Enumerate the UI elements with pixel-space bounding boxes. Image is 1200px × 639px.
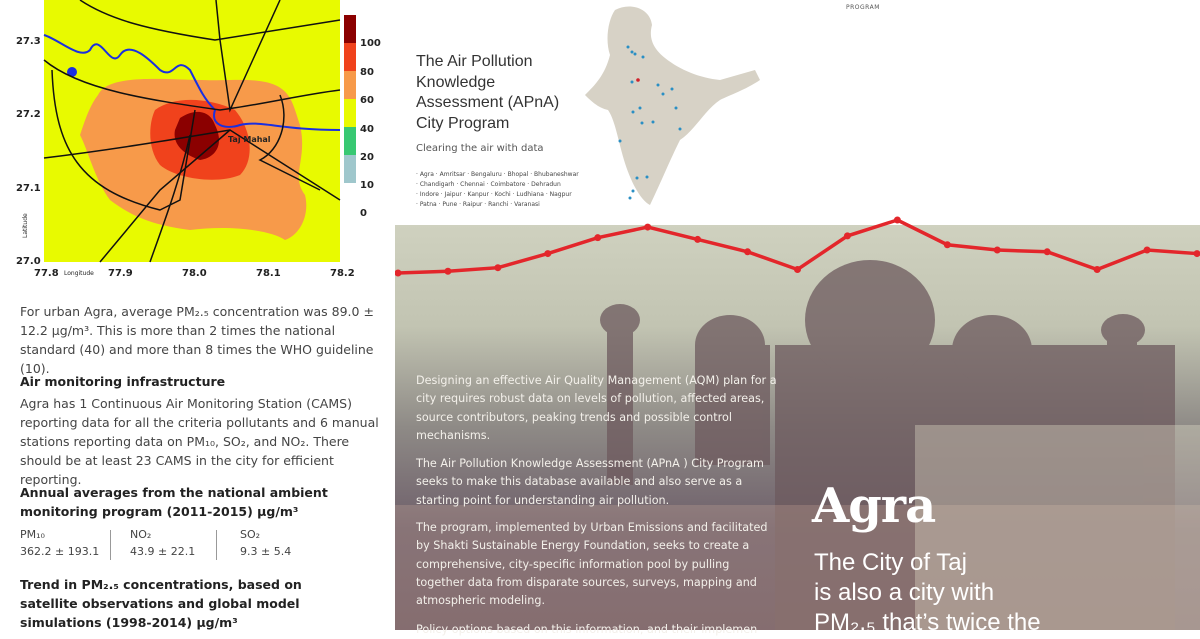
- infra-text: Agra has 1 Continuous Air Monitoring Station (CAMS) reporting data for all the criteria pollutants and 6 manual stations reporting data on PM₁₀, SO₂, and NO₂. There should be at least 23 CAMS in the city for efficient reporting.: [20, 394, 380, 489]
- city-subtitle: [814, 548, 1041, 638]
- trend-point-1999: [444, 268, 451, 275]
- trend-point-2004: [694, 236, 701, 243]
- map-graphic: [0, 0, 390, 290]
- stat-no2: [130, 526, 195, 560]
- tagline: Clearing the air with data: [416, 143, 544, 154]
- agra-marker: [636, 78, 640, 82]
- legend-label: 60: [360, 95, 374, 106]
- y-tick: 27.2: [16, 109, 41, 120]
- stat-name: NO₂: [130, 526, 195, 543]
- stat-value: 9.3 ± 5.4: [240, 543, 291, 560]
- y-axis-label: Latitude: [22, 213, 29, 238]
- divider: [110, 530, 111, 560]
- title-line: Knowledge: [416, 73, 559, 94]
- photo-paragraph: The Air Pollution Knowledge Assessment (APnA ) City Program seeks to make this database available and also serve as a starting point for understanding air pollution.: [416, 455, 781, 510]
- x-tick: 77.9: [108, 268, 133, 279]
- stat-value: 43.9 ± 22.1: [130, 543, 195, 560]
- trend-point-1998: [395, 270, 402, 277]
- y-tick: 27.0: [16, 256, 41, 267]
- stat-name: PM₁₀: [20, 526, 99, 543]
- legend-label: 100: [360, 38, 381, 49]
- city-title: Agra: [812, 478, 935, 534]
- trend-point-2002: [594, 234, 601, 241]
- city-line: · Agra · Amritsar · Bengaluru · Bhopal · Bhubaneshwar: [416, 170, 606, 180]
- photo-paragraph: Policy options based on this information, and their implemen: [416, 621, 781, 639]
- stat-name: SO₂: [240, 526, 291, 543]
- y-tick: 27.1: [16, 183, 41, 194]
- trend-point-2007: [844, 232, 851, 239]
- trend-point-2011: [1044, 248, 1051, 255]
- title-line: Assessment (APnA): [416, 93, 559, 114]
- trend-point-2000: [494, 264, 501, 271]
- stat-value: 362.2 ± 193.1: [20, 543, 99, 560]
- left-panel: [0, 0, 395, 630]
- legend-label: 10: [360, 180, 374, 191]
- city-line: · Chandigarh · Chennai · Coimbatore · Dehradun: [416, 180, 606, 190]
- stat-pm10: [20, 526, 99, 560]
- x-axis-label: Longitude: [64, 270, 94, 277]
- legend-label: 20: [360, 152, 374, 163]
- annual-heading: Annual averages from the national ambient monitoring program (2011-2015) µg/m³: [20, 483, 360, 521]
- photo-paragraph: Designing an effective Air Quality Management (AQM) plan for a city requires robust data on levels of pollution, affected areas, source contributors, peaking trends and possible control mechanisms.: [416, 372, 781, 445]
- city-line: · Indore · Jaipur · Kanpur · Kochi · Ludhiana · Nagpur: [416, 190, 606, 200]
- legend-label: 0: [360, 208, 367, 219]
- trend-point-2006: [794, 266, 801, 273]
- trend-series-line: [398, 220, 1197, 273]
- legend-label: 40: [360, 124, 374, 135]
- subtitle-line: PM₂.₅ that’s twice the: [814, 608, 1041, 638]
- city-line: · Patna · Pune · Raipur · Ranchi · Varanasi: [416, 200, 606, 210]
- logo-subtitle: PROGRAM: [846, 4, 880, 11]
- trend-point-2005: [744, 248, 751, 255]
- program-title: [416, 52, 559, 134]
- pm25-trend-line: [395, 200, 1200, 290]
- subtitle-line: is also a city with: [814, 578, 1041, 608]
- divider: [216, 530, 217, 560]
- trend-point-2008: [894, 217, 901, 224]
- trend-point-2013: [1144, 247, 1151, 254]
- india-map-icon: [580, 0, 780, 215]
- title-line: The Air Pollution: [416, 52, 559, 73]
- pm25-concentration-map: [0, 0, 390, 290]
- legend-label: 80: [360, 67, 374, 78]
- photo-paragraph: The program, implemented by Urban Emissions and facilitated by Shakti Sustainable Energy Foundation, seeks to create a comprehensive, city-specific information pool by pulling together data from disparate sources, surveys, mapping and atmospheric modeling.: [416, 519, 781, 610]
- trend-point-2001: [544, 250, 551, 257]
- trend-heading: Trend in PM₂.₅ concentrations, based on satellite observations and global model simulations (1998-2014) µg/m³: [20, 575, 320, 632]
- intro-text: For urban Agra, average PM₂.₅ concentration was 89.0 ± 12.2 µg/m³. This is more than 2 times the national standard (40) and more than 8 times the WHO guideline (10).: [20, 302, 380, 378]
- infra-heading: Air monitoring infrastructure: [20, 372, 380, 391]
- stat-so2: [240, 526, 291, 560]
- trend-point-2014: [1194, 250, 1200, 257]
- title-line: City Program: [416, 114, 559, 135]
- map-landmark-label: Taj Mahal: [228, 135, 271, 144]
- trend-point-2003: [644, 224, 651, 231]
- x-tick: 78.0: [182, 268, 207, 279]
- x-tick: 77.8: [34, 268, 59, 279]
- y-tick: 27.3: [16, 36, 41, 47]
- x-tick: 78.1: [256, 268, 281, 279]
- trend-point-2009: [944, 241, 951, 248]
- subtitle-line: The City of Taj: [814, 548, 1041, 578]
- trend-point-2010: [994, 247, 1001, 254]
- x-tick: 78.2: [330, 268, 355, 279]
- trend-point-2012: [1094, 266, 1101, 273]
